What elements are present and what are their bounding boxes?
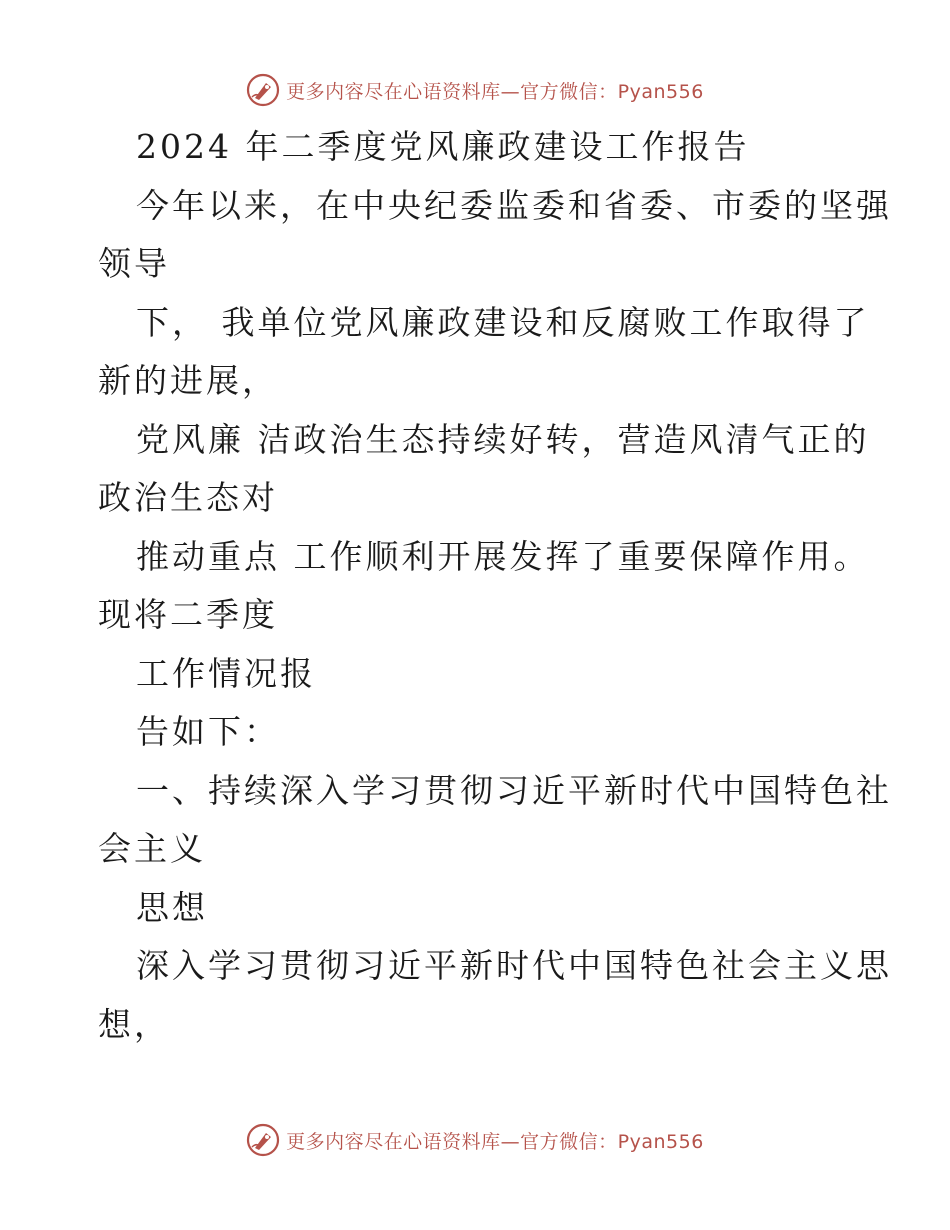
paragraph-line: 领导 [98,244,170,283]
pen-nib-logo-icon [246,73,280,107]
paragraph-line: 推动重点 工作顺利开展发挥了重要保障作用。 [136,536,870,576]
footer-watermark [0,1120,950,1160]
paragraph-line: 政治生态对 [98,478,278,517]
paragraph-line: 今年以来，在中央纪委监委和省委、市委的坚强 [136,185,892,225]
document-body [98,118,892,1054]
pen-nib-logo-icon [246,1123,280,1157]
watermark-text: 更多内容尽在心语资料库—官方微信：Pyan556 [286,80,704,103]
paragraph-line: 想， [98,1004,170,1044]
section-heading: 一、持续深入学习贯彻习近平新时代中国特色社 [136,770,892,810]
section-heading-continued: 会主义 [98,829,206,868]
paragraph-line: 党风廉 洁政治生态持续好转，营造风清气正的 [136,419,870,459]
paragraph-line: 工作情况报 [136,653,316,693]
paragraph-line: 深入学习贯彻习近平新时代中国特色社会主义思 [136,946,892,985]
document-title: 2024 年二季度党风廉政建设工作报告 [136,127,750,166]
watermark-text: 更多内容尽在心语资料库—官方微信：Pyan556 [286,1130,704,1153]
paragraph-line: 思想 [136,887,208,927]
header-watermark [0,70,950,110]
paragraph-line: 新的进展， [98,361,278,400]
paragraph-line: 告如下： [136,712,280,751]
paragraph-line: 现将二季度 [98,595,278,634]
paragraph-line: 下， 我单位党风廉政建设和反腐败工作取得了 [136,302,870,342]
